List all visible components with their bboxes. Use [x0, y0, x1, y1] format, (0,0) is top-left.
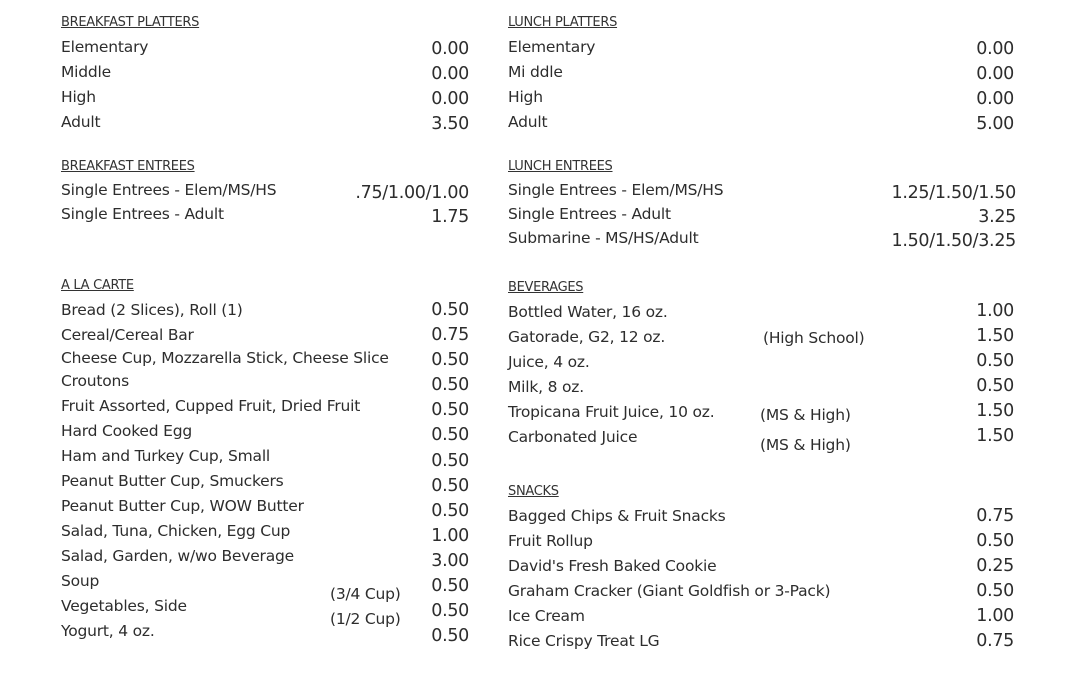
- menu-item-price: 0.50: [976, 531, 1014, 551]
- menu-item-price: 0.00: [976, 89, 1014, 109]
- menu-item-label: Peanut Butter Cup, WOW Butter: [61, 497, 304, 515]
- section-title-breakfast-entrees: BREAKFAST ENTREES: [61, 159, 195, 174]
- menu-item-price: 0.50: [431, 601, 469, 621]
- menu-item-price: 0.00: [976, 39, 1014, 59]
- section-title-lunch-platters: LUNCH PLATTERS: [508, 15, 618, 30]
- menu-item-price: 0.50: [431, 501, 469, 521]
- menu-item-price: 0.50: [431, 375, 469, 395]
- menu-item-label: Tropicana Fruit Juice, 10 oz.: [508, 403, 715, 421]
- menu-item-label: Cheese Cup, Mozzarella Stick, Cheese Slice: [61, 349, 389, 367]
- menu-item-price: 0.50: [431, 576, 469, 596]
- menu-item-note: (High School): [763, 329, 865, 347]
- menu-item-label: Submarine - MS/HS/Adult: [508, 229, 699, 247]
- menu-item-price: 0.75: [976, 506, 1014, 526]
- menu-item-label: Peanut Butter Cup, Smuckers: [61, 472, 284, 490]
- menu-item-label: Elementary: [61, 38, 149, 56]
- menu-item-price: 1.50: [976, 401, 1014, 421]
- menu-item-price: 0.50: [976, 351, 1014, 371]
- menu-item-label: Single Entrees - Elem/MS/HS: [61, 181, 277, 199]
- menu-item-price: 0.50: [976, 376, 1014, 396]
- menu-item-note: (3/4 Cup): [330, 585, 401, 603]
- menu-item-price: 1.50/1.50/3.25: [891, 231, 1016, 251]
- menu-item-price: 0.50: [431, 425, 469, 445]
- menu-item-price: 0.75: [976, 631, 1014, 651]
- menu-item-label: Yogurt, 4 oz.: [61, 622, 155, 640]
- menu-item-label: Cereal/Cereal Bar: [61, 326, 194, 344]
- menu-item-price: 0.50: [431, 476, 469, 496]
- menu-item-label: Adult: [61, 113, 101, 131]
- menu-item-label: Milk, 8 oz.: [508, 378, 584, 396]
- menu-item-label: Fruit Rollup: [508, 532, 593, 550]
- menu-item-label: Middle: [61, 63, 111, 81]
- menu-item-price: 1.00: [976, 606, 1014, 626]
- menu-item-label: Croutons: [61, 372, 130, 390]
- menu-item-price: 0.00: [431, 89, 469, 109]
- menu-item-price: 0.50: [976, 581, 1014, 601]
- menu-item-label: Bagged Chips & Fruit Snacks: [508, 507, 726, 525]
- menu-item-price: 3.25: [978, 207, 1016, 227]
- menu-item-label: Rice Crispy Treat LG: [508, 632, 660, 650]
- menu-item-label: Elementary: [508, 38, 596, 56]
- menu-item-price: 0.50: [431, 300, 469, 320]
- menu-item-price: 3.50: [431, 114, 469, 134]
- menu-item-label: Mi ddle: [508, 63, 563, 81]
- menu-item-price: 5.00: [976, 114, 1014, 134]
- section-title-beverages: BEVERAGES: [508, 280, 584, 295]
- menu-item-price: 0.50: [431, 400, 469, 420]
- menu-item-label: Single Entrees - Adult: [508, 205, 671, 223]
- menu-item-price: 1.50: [976, 426, 1014, 446]
- menu-item-price: 0.50: [431, 626, 469, 646]
- menu-item-label: Bottled Water, 16 oz.: [508, 303, 668, 321]
- section-title-lunch-entrees: LUNCH ENTREES: [508, 159, 613, 174]
- menu-item-label: Fruit Assorted, Cupped Fruit, Dried Fruit: [61, 397, 361, 415]
- menu-item-label: Single Entrees - Adult: [61, 205, 224, 223]
- menu-item-label: Single Entrees - Elem/MS/HS: [508, 181, 724, 199]
- menu-item-label: David's Fresh Baked Cookie: [508, 557, 717, 575]
- menu-item-price: 0.50: [431, 451, 469, 471]
- menu-item-price: .75/1.00/1.00: [355, 183, 469, 203]
- menu-item-price: 1.75: [431, 207, 469, 227]
- menu-item-label: Salad, Garden, w/wo Beverage: [61, 547, 295, 565]
- menu-item-label: Graham Cracker (Giant Goldfish or 3-Pack): [508, 582, 831, 600]
- menu-item-label: Adult: [508, 113, 548, 131]
- menu-item-note: (MS & High): [760, 406, 851, 424]
- menu-item-price: 3.00: [431, 551, 469, 571]
- menu-item-price: 0.00: [976, 64, 1014, 84]
- menu-item-label: Vegetables, Side: [61, 597, 187, 615]
- menu-item-label: Hard Cooked Egg: [61, 422, 193, 440]
- menu-item-note: (MS & High): [760, 436, 851, 454]
- menu-item-price: 1.50: [976, 326, 1014, 346]
- menu-item-label: Gatorade, G2, 12 oz.: [508, 328, 666, 346]
- menu-item-price: 1.00: [976, 301, 1014, 321]
- section-title-breakfast-platters: BREAKFAST PLATTERS: [61, 15, 200, 30]
- menu-item-price: 0.00: [431, 39, 469, 59]
- section-title-a-la-carte: A LA CARTE: [61, 278, 134, 293]
- menu-item-label: Ice Cream: [508, 607, 585, 625]
- menu-item-note: (1/2 Cup): [330, 610, 401, 628]
- menu-item-label: High: [508, 88, 543, 106]
- menu-item-label: Bread (2 Slices), Roll (1): [61, 301, 243, 319]
- menu-item-label: High: [61, 88, 96, 106]
- menu-item-label: Juice, 4 oz.: [508, 353, 590, 371]
- menu-item-price: 0.75: [431, 325, 469, 345]
- menu-item-price: 0.25: [976, 556, 1014, 576]
- menu-item-label: Carbonated Juice: [508, 428, 638, 446]
- section-title-snacks: SNACKS: [508, 484, 559, 499]
- menu-item-label: Ham and Turkey Cup, Small: [61, 447, 271, 465]
- menu-item-price: 0.00: [431, 64, 469, 84]
- menu-item-price: 0.50: [431, 350, 469, 370]
- menu-item-price: 1.00: [431, 526, 469, 546]
- menu-item-label: Salad, Tuna, Chicken, Egg Cup: [61, 522, 291, 540]
- menu-item-price: 1.25/1.50/1.50: [891, 183, 1016, 203]
- menu-item-label: Soup: [61, 572, 100, 590]
